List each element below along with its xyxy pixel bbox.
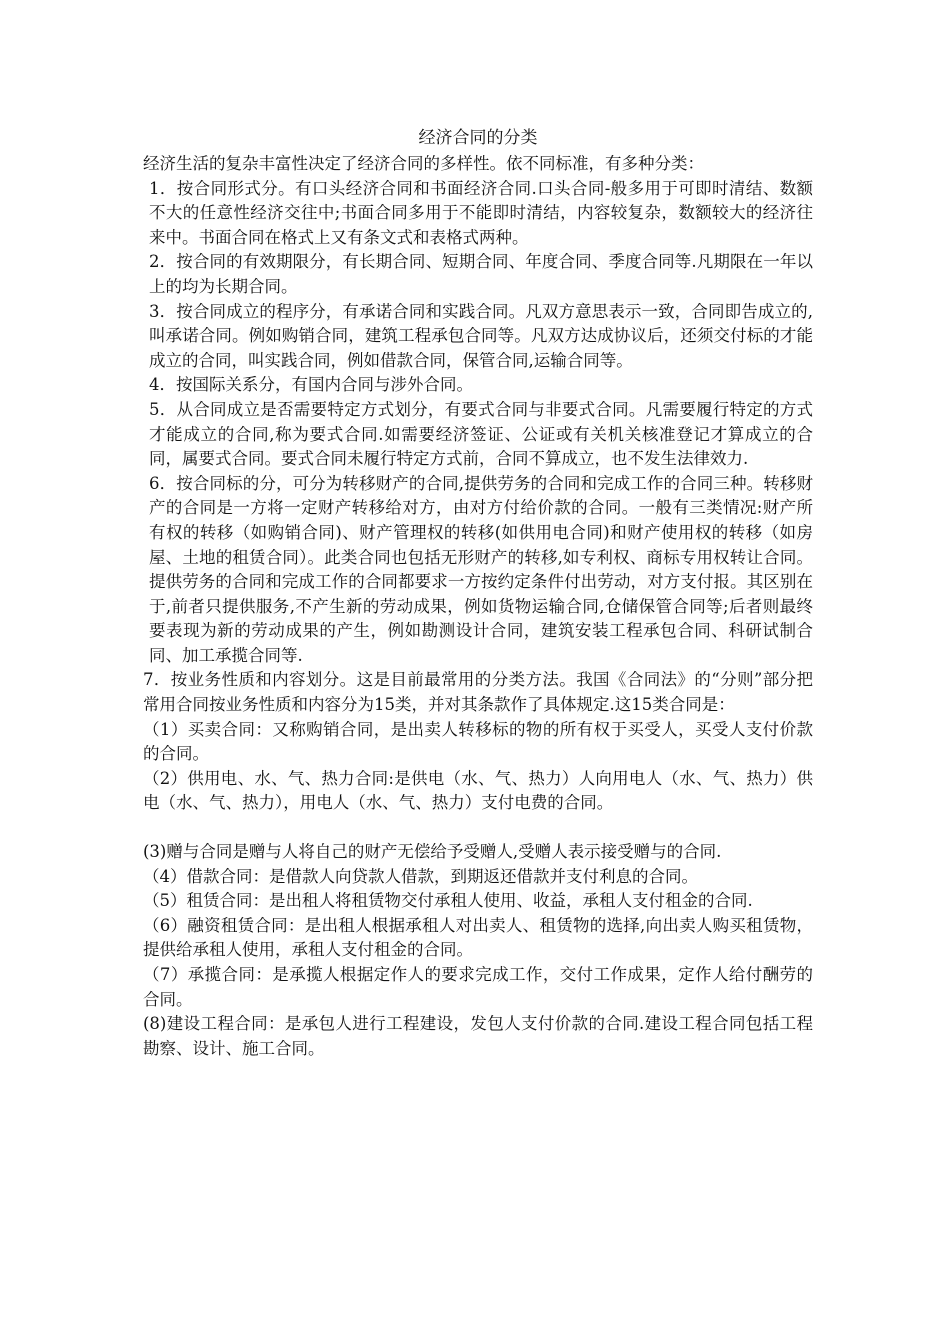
- list-item-lease: （5）租赁合同：是出租人将租赁物交付承租人使用、收益，承租人支付租金的合同.: [143, 891, 753, 911]
- paragraph-formal: 5．从合同成立是否需要特定方式划分，有要式合同与非要式合同。凡需要履行特定的方式才能成立的合同,称为要式合同.如需要经济签证、公证或有关机关核准登记才算成立的合同，属要式合同。要式合同未履行特定方式前，合同不算成立，也不发生法律效力.: [149, 399, 813, 469]
- list-item-work: （7）承揽合同：是承揽人根据定作人的要求完成工作，交付工作成果，定作人给付酬劳的合同。: [143, 965, 813, 1009]
- paragraph-procedure: 3．按合同成立的程序分，有承诺合同和实践合同。凡双方意思表示一致，合同即告成立的,叫承诺合同。例如购销合同，建筑工程承包合同等。凡双方达成协议后，还须交付标的才能成立的合同，叫实践合同，例如借款合同，保管合同,运输合同等。: [149, 301, 813, 370]
- list-item-loan: （4）借款合同：是借款人向贷款人借款，到期返还借款并支付利息的合同。: [143, 866, 698, 886]
- paragraph-form: 1．按合同形式分。有口头经济合同和书面经济合同.口头合同-般多用于可即时清结、数额不大的任意性经济交往中;书面合同多用于不能即时清结，内容较复杂，数额较大的经济往来中。书面合同在格式上又有条文式和表格式两种。: [149, 178, 813, 247]
- paragraph-international: 4．按国际关系分，有国内合同与涉外合同。: [149, 375, 473, 395]
- blank-line: [143, 816, 813, 840]
- list-item-utilities: （2）供用电、水、气、热力合同:是供电（水、气、热力）人向用电人（水、气、热力）供电（水、气、热力），用电人（水、气、热力）支付电费的合同。: [143, 768, 813, 813]
- list-item-construction: (8)建设工程合同：是承包人进行工程建设，发包人支付价款的合同.建设工程合同包括工程勘察、设计、施工合同。: [143, 1014, 813, 1058]
- list-item-sale: （1）买卖合同：又称购销合同，是出卖人转移标的物的所有权于买受人，买受人支付价款的合同。: [143, 719, 813, 764]
- paragraph-business: 7．按业务性质和内容划分。这是目前最常用的分类方法。我国《合同法》的“分则”部分把常用合同按业务性质和内容分为15类，并对其条款作了具体规定.这15类合同是：: [143, 670, 813, 715]
- document-page: [143, 126, 813, 1061]
- document-title: 经济合同的分类: [418, 128, 538, 148]
- list-item-gift: (3)赠与合同是赠与人将自己的财产无偿给予受赠人,受赠人表示接受赠与的合同.: [143, 842, 722, 862]
- intro-paragraph: 经济生活的复杂丰富性决定了经济合同的多样性。依不同标准，有多种分类：: [143, 154, 704, 173]
- list-item-finance-lease: （6）融资租赁合同：是出租人根据承租人对出卖人、租赁物的选择,向出卖人购买租赁物，提供给承租人使用，承租人支付租金的合同。: [143, 915, 813, 960]
- paragraph-subject: 6．按合同标的分，可分为转移财产的合同,提供劳务的合同和完成工作的合同三种。转移财产的合同是一方将一定财产转移给对方，由对方付给价款的合同。一般有三类情况:财产所有权的转移（如购销合同)、财产管理权的转移(如供用电合同)和财产使用权的转移（如房屋、土地的租赁合同）。此类合同也包括无形财产的转移,如专利权、商标专用权转让合同。提供劳务的合同和完成工作的合同都要求一方按约定条件付出劳动，对方支付报。其区别在于,前者只提供服务,不产生新的劳动成果，例如货物运输合同,仓储保管合同等;后者则最终要表现为新的劳动成果的产生，例如勘测设计合同，建筑安装工程承包合同、科研试制合同、加工承揽合同等.: [149, 473, 813, 665]
- paragraph-term: 2．按合同的有效期限分，有长期合同、短期合同、年度合同、季度合同等.凡期限在一年以上的均为长期合同。: [149, 252, 813, 296]
